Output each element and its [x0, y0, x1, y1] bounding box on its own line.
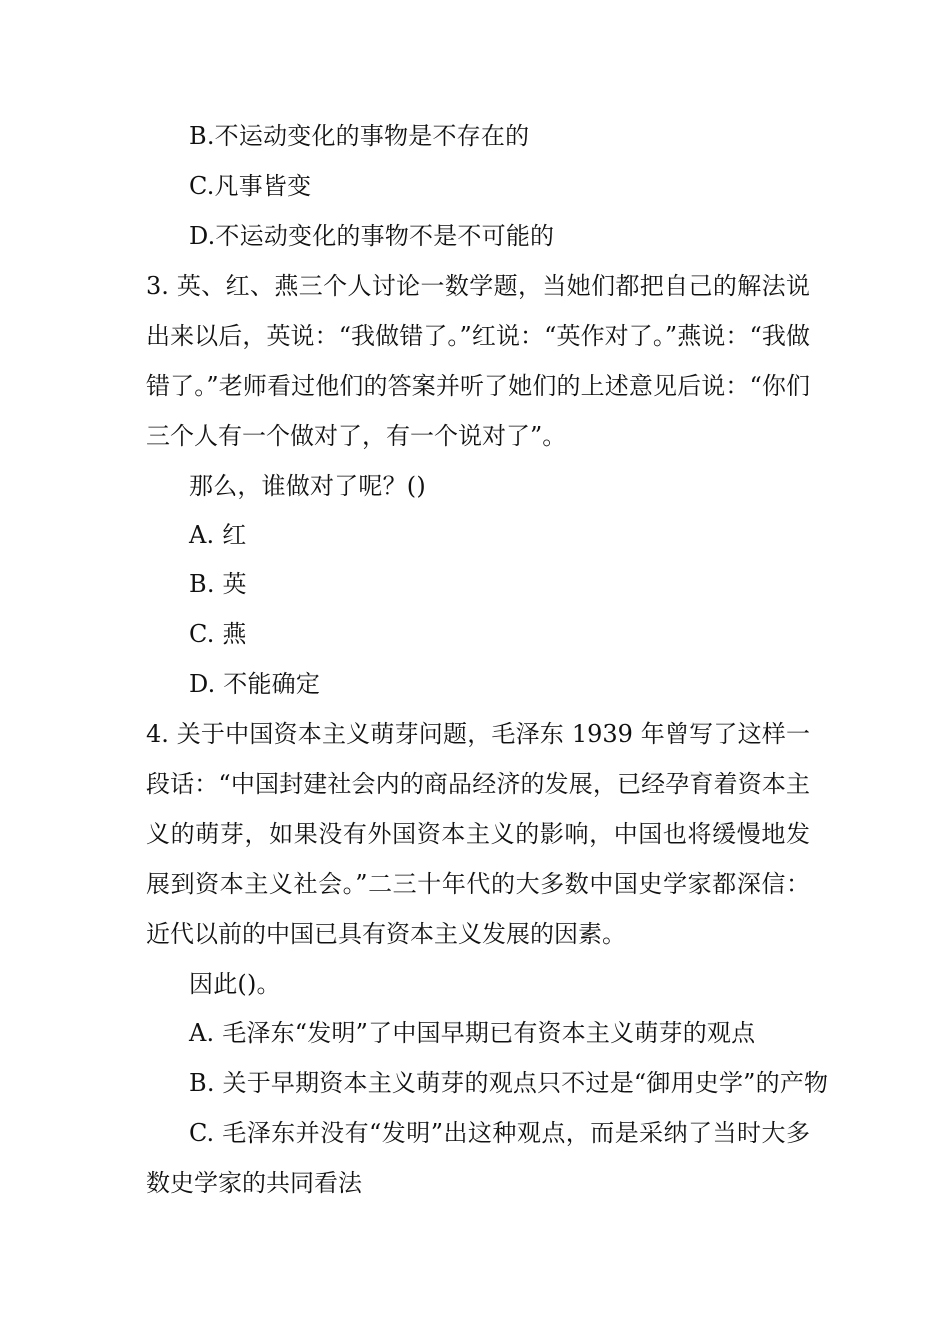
- q4-question: 因此()。: [189, 970, 281, 998]
- q4-stem: 4. 关于中国资本主义萌芽问题，毛泽东 1939 年曾写了这样一段话：“中国封建社会内的商品经济的发展，已经孕育着资本主义的萌芽，如果没有外国资本主义的影响，中国也将缓慢地发展到资本主义社会。”二三十年代的大多数中国史学家都深信：近代以前的中国已具有资本主义发展的因素。: [146, 720, 810, 948]
- q3-option-b: B. 英: [189, 570, 247, 598]
- q3-stem: 3. 英、红、燕三个人讨论一数学题，当她们都把自己的解法说出来以后，英说：“我做错了。”红说：“英作对了。”燕说：“我做错了。”老师看过他们的答案并听了她们的上述意见后说：“你们三个人有一个做对了，有一个说对了”。: [146, 272, 810, 450]
- q2-option-b: B.不运动变化的事物是不存在的: [189, 122, 530, 150]
- q4-option-b: B. 关于早期资本主义萌芽的观点只不过是“御用史学”的产物: [189, 1069, 829, 1097]
- q3-question: 那么，谁做对了呢？(): [189, 472, 426, 500]
- q3-option-d: D. 不能确定: [189, 670, 321, 698]
- q3-option-a: A. 红: [189, 521, 247, 549]
- q4-option-c: C. 毛泽东并没有“发明”出这种观点，而是采纳了当时大多数史学家的共同看法: [146, 1119, 810, 1197]
- q4-option-a: A. 毛泽东“发明”了中国早期已有资本主义萌芽的观点: [189, 1019, 756, 1047]
- q3-option-c: C. 燕: [189, 620, 247, 648]
- q2-option-c: C.凡事皆变: [189, 172, 312, 200]
- q2-option-d: D.不运动变化的事物不是不可能的: [189, 222, 555, 250]
